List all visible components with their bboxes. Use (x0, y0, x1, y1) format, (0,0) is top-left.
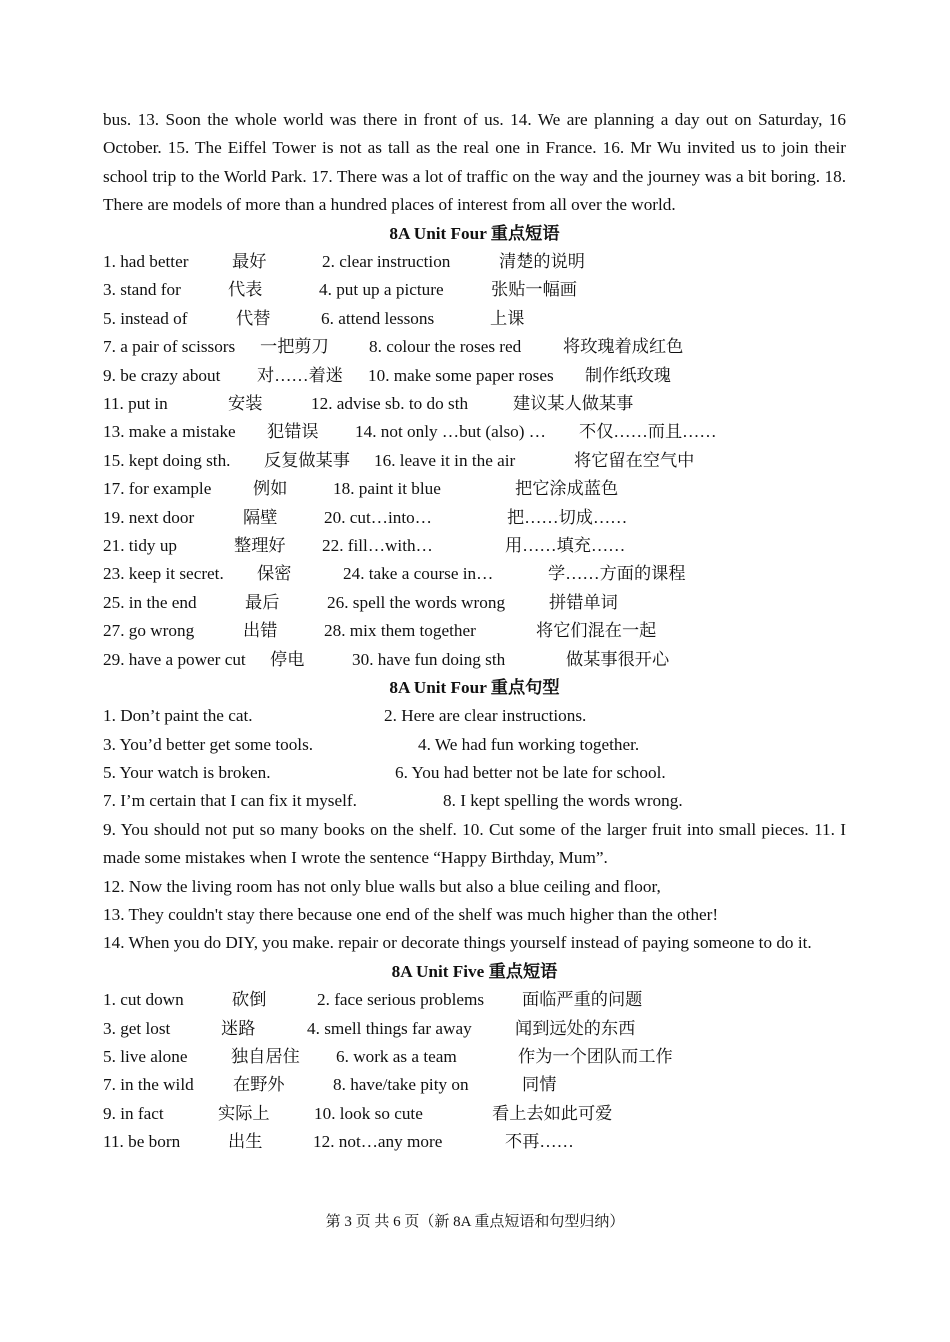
phrase-en: 3. stand for (103, 280, 181, 300)
phrase-zh: 一把剪刀 (260, 337, 329, 357)
phrase-zh: 保密 (257, 564, 292, 584)
phrase-row (103, 986, 846, 1014)
phrase-zh: 实际上 (218, 1103, 270, 1123)
phrase-en: 8. have/take pity on (333, 1075, 469, 1095)
phrase-zh: 犯错误 (267, 422, 319, 442)
phrase-en: 9. in fact (103, 1103, 164, 1123)
phrase-zh: 在野外 (233, 1075, 285, 1095)
phrase-row (103, 1128, 846, 1156)
sentence: 7. I’m certain that I can fix it myself. (103, 791, 357, 811)
sentence: 2. Here are clear instructions. (384, 706, 587, 726)
phrase-row (103, 333, 846, 361)
sentence-row (103, 702, 846, 730)
phrase-en: 28. mix them together (324, 621, 476, 641)
sentence: 5. Your watch is broken. (103, 763, 271, 783)
unit4-phrases-list (103, 248, 846, 674)
phrase-zh: 安装 (228, 393, 263, 413)
sentence: 1. Don’t paint the cat. (103, 706, 253, 726)
sentence: 4. We had fun working together. (418, 734, 640, 754)
phrase-row (103, 362, 846, 390)
phrase-en: 18. paint it blue (333, 479, 441, 499)
phrase-row (103, 532, 846, 560)
phrase-row (103, 1043, 846, 1071)
phrase-en: 20. cut…into… (324, 507, 432, 527)
sentence: 8. I kept spelling the words wrong. (443, 791, 683, 811)
phrase-zh: 对……着迷 (257, 365, 343, 385)
phrase-zh: 例如 (253, 479, 288, 499)
phrase-en: 10. look so cute (314, 1103, 423, 1123)
phrase-en: 12. advise sb. to do sth (311, 393, 469, 413)
phrase-row (103, 1071, 846, 1099)
phrase-zh: 将它们混在一起 (536, 621, 657, 641)
phrase-en: 21. tidy up (103, 535, 178, 555)
phrase-zh: 制作纸玫瑰 (585, 365, 671, 385)
phrase-zh: 用……填充…… (505, 535, 626, 555)
sentence-s12: 12. Now the living room has not only blue walls but also a blue ceiling and floor, (103, 876, 661, 896)
sentence-s14: 14. When you do DIY, you make. repair or decorate things yourself instead of paying someone to do it. (103, 933, 812, 953)
phrase-en: 16. leave it in the air (374, 450, 516, 470)
phrase-row (103, 560, 846, 588)
phrase-en: 5. instead of (103, 308, 188, 328)
phrase-en: 15. kept doing sth. (103, 450, 231, 470)
phrase-en: 4. smell things far away (307, 1018, 472, 1038)
sentence-row (103, 731, 846, 759)
phrase-en: 11. be born (103, 1132, 181, 1152)
phrase-row (103, 1015, 846, 1043)
phrase-row (103, 447, 846, 475)
phrase-zh: 不再…… (505, 1132, 574, 1152)
phrase-row (103, 646, 846, 674)
phrase-zh: 张贴一幅画 (491, 280, 577, 300)
phrase-en: 9. be crazy about (103, 365, 221, 385)
phrase-zh: 停电 (270, 649, 305, 669)
intro-paragraph: bus. 13. Soon the whole world was there in front of us. 14. We are planning a day out on Saturday, 16 October. 15. The Eiffel Tower is not as tall as the real one in France. 16. Mr Wu invited us to join their school trip to the World Park. 17. There was a lot of traffic on the way and the journey was a bit boring. 18. There are models of more than a hundred places of interest from all over the world. (103, 110, 846, 215)
phrase-zh: 最后 (245, 592, 280, 612)
phrase-en: 22. fill…with… (322, 535, 433, 555)
phrase-zh: 作为一个团队而工作 (518, 1047, 673, 1067)
phrase-en: 24. take a course in… (343, 564, 494, 584)
phrase-zh: 看上去如此可爱 (492, 1103, 613, 1123)
unit4-sentences-title: 8A Unit Four 重点句型 (389, 677, 560, 697)
phrase-en: 10. make some paper roses (368, 365, 554, 385)
phrase-zh: 闻到远处的东西 (515, 1018, 636, 1038)
phrase-row (103, 475, 846, 503)
phrase-en: 19. next door (103, 507, 195, 527)
phrase-en: 23. keep it secret. (103, 564, 224, 584)
phrase-zh: 学……方面的课程 (548, 564, 686, 584)
phrase-en: 12. not…any more (313, 1132, 443, 1152)
phrase-en: 25. in the end (103, 592, 197, 612)
phrase-zh: 不仅……而且…… (579, 422, 717, 442)
phrase-zh: 隔壁 (243, 507, 278, 527)
phrase-zh: 代表 (228, 280, 263, 300)
sentence-s13: 13. They couldn't stay there because one end of the shelf was much higher than the other! (103, 905, 719, 925)
unit5-phrases-title: 8A Unit Five 重点短语 (391, 961, 558, 981)
phrase-en: 27. go wrong (103, 621, 195, 641)
phrase-en: 14. not only …but (also) … (355, 422, 546, 442)
sentence-row (103, 787, 846, 815)
phrase-zh: 出错 (243, 621, 278, 641)
phrase-zh: 整理好 (234, 535, 286, 555)
phrase-en: 6. work as a team (336, 1047, 457, 1067)
phrase-zh: 拼错单词 (549, 592, 618, 612)
phrase-en: 2. face serious problems (317, 990, 485, 1010)
sentence-row (103, 759, 846, 787)
phrase-en: 26. spell the words wrong (327, 592, 506, 612)
phrase-en: 4. put up a picture (319, 280, 444, 300)
phrase-row (103, 248, 846, 276)
phrase-row (103, 305, 846, 333)
phrase-zh: 独自居住 (231, 1047, 300, 1067)
phrase-zh: 反复做某事 (264, 450, 350, 470)
unit4-phrases-title: 8A Unit Four 重点短语 (389, 223, 560, 243)
phrase-en: 2. clear instruction (322, 252, 451, 272)
sentence-s9-10-11: 9. You should not put so many books on the shelf. 10. Cut some of the larger fruit into small pieces. 11. I made some mistakes when I wrote the sentence “Happy Birthday, Mum”. (103, 819, 846, 868)
phrase-row (103, 589, 846, 617)
phrase-zh: 上课 (490, 308, 525, 328)
phrase-en: 30. have fun doing sth (352, 649, 506, 669)
phrase-zh: 将玫瑰着成红色 (563, 337, 684, 357)
phrase-zh: 面临严重的问题 (522, 990, 643, 1010)
phrase-en: 13. make a mistake (103, 422, 236, 442)
phrase-en: 7. a pair of scissors (103, 337, 236, 357)
phrase-en: 11. put in (103, 393, 168, 413)
phrase-en: 1. cut down (103, 990, 184, 1010)
phrase-en: 1. had better (103, 252, 189, 272)
phrase-en: 17. for example (103, 479, 212, 499)
phrase-en: 6. attend lessons (321, 308, 435, 328)
phrase-row (103, 504, 846, 532)
phrase-zh: 建议某人做某事 (513, 393, 634, 413)
phrase-row (103, 617, 846, 645)
phrase-zh: 将它留在空气中 (574, 450, 695, 470)
document-page (103, 106, 846, 1157)
phrase-zh: 出生 (228, 1132, 263, 1152)
phrase-en: 7. in the wild (103, 1075, 194, 1095)
phrase-zh: 做某事很开心 (566, 649, 670, 669)
unit5-phrases-list (103, 986, 846, 1156)
phrase-en: 5. live alone (103, 1047, 188, 1067)
phrase-zh: 把它涂成蓝色 (515, 479, 619, 499)
phrase-zh: 同情 (522, 1075, 557, 1095)
phrase-en: 3. get lost (103, 1018, 171, 1038)
phrase-zh: 迷路 (221, 1018, 256, 1038)
phrase-row (103, 418, 846, 446)
phrase-row (103, 1100, 846, 1128)
phrase-zh: 把……切成…… (507, 507, 628, 527)
phrase-en: 8. colour the roses red (369, 337, 522, 357)
phrase-row (103, 390, 846, 418)
phrase-en: 29. have a power cut (103, 649, 246, 669)
phrase-zh: 最好 (232, 252, 267, 272)
sentence: 3. You’d better get some tools. (103, 734, 314, 754)
page-footer: 第 3 页 共 6 页（新 8A 重点短语和句型归纳） (325, 1214, 625, 1230)
sentence: 6. You had better not be late for school. (395, 763, 666, 783)
phrase-zh: 砍倒 (232, 990, 267, 1010)
phrase-zh: 代替 (236, 308, 271, 328)
phrase-row (103, 276, 846, 304)
phrase-zh: 清楚的说明 (499, 252, 585, 272)
